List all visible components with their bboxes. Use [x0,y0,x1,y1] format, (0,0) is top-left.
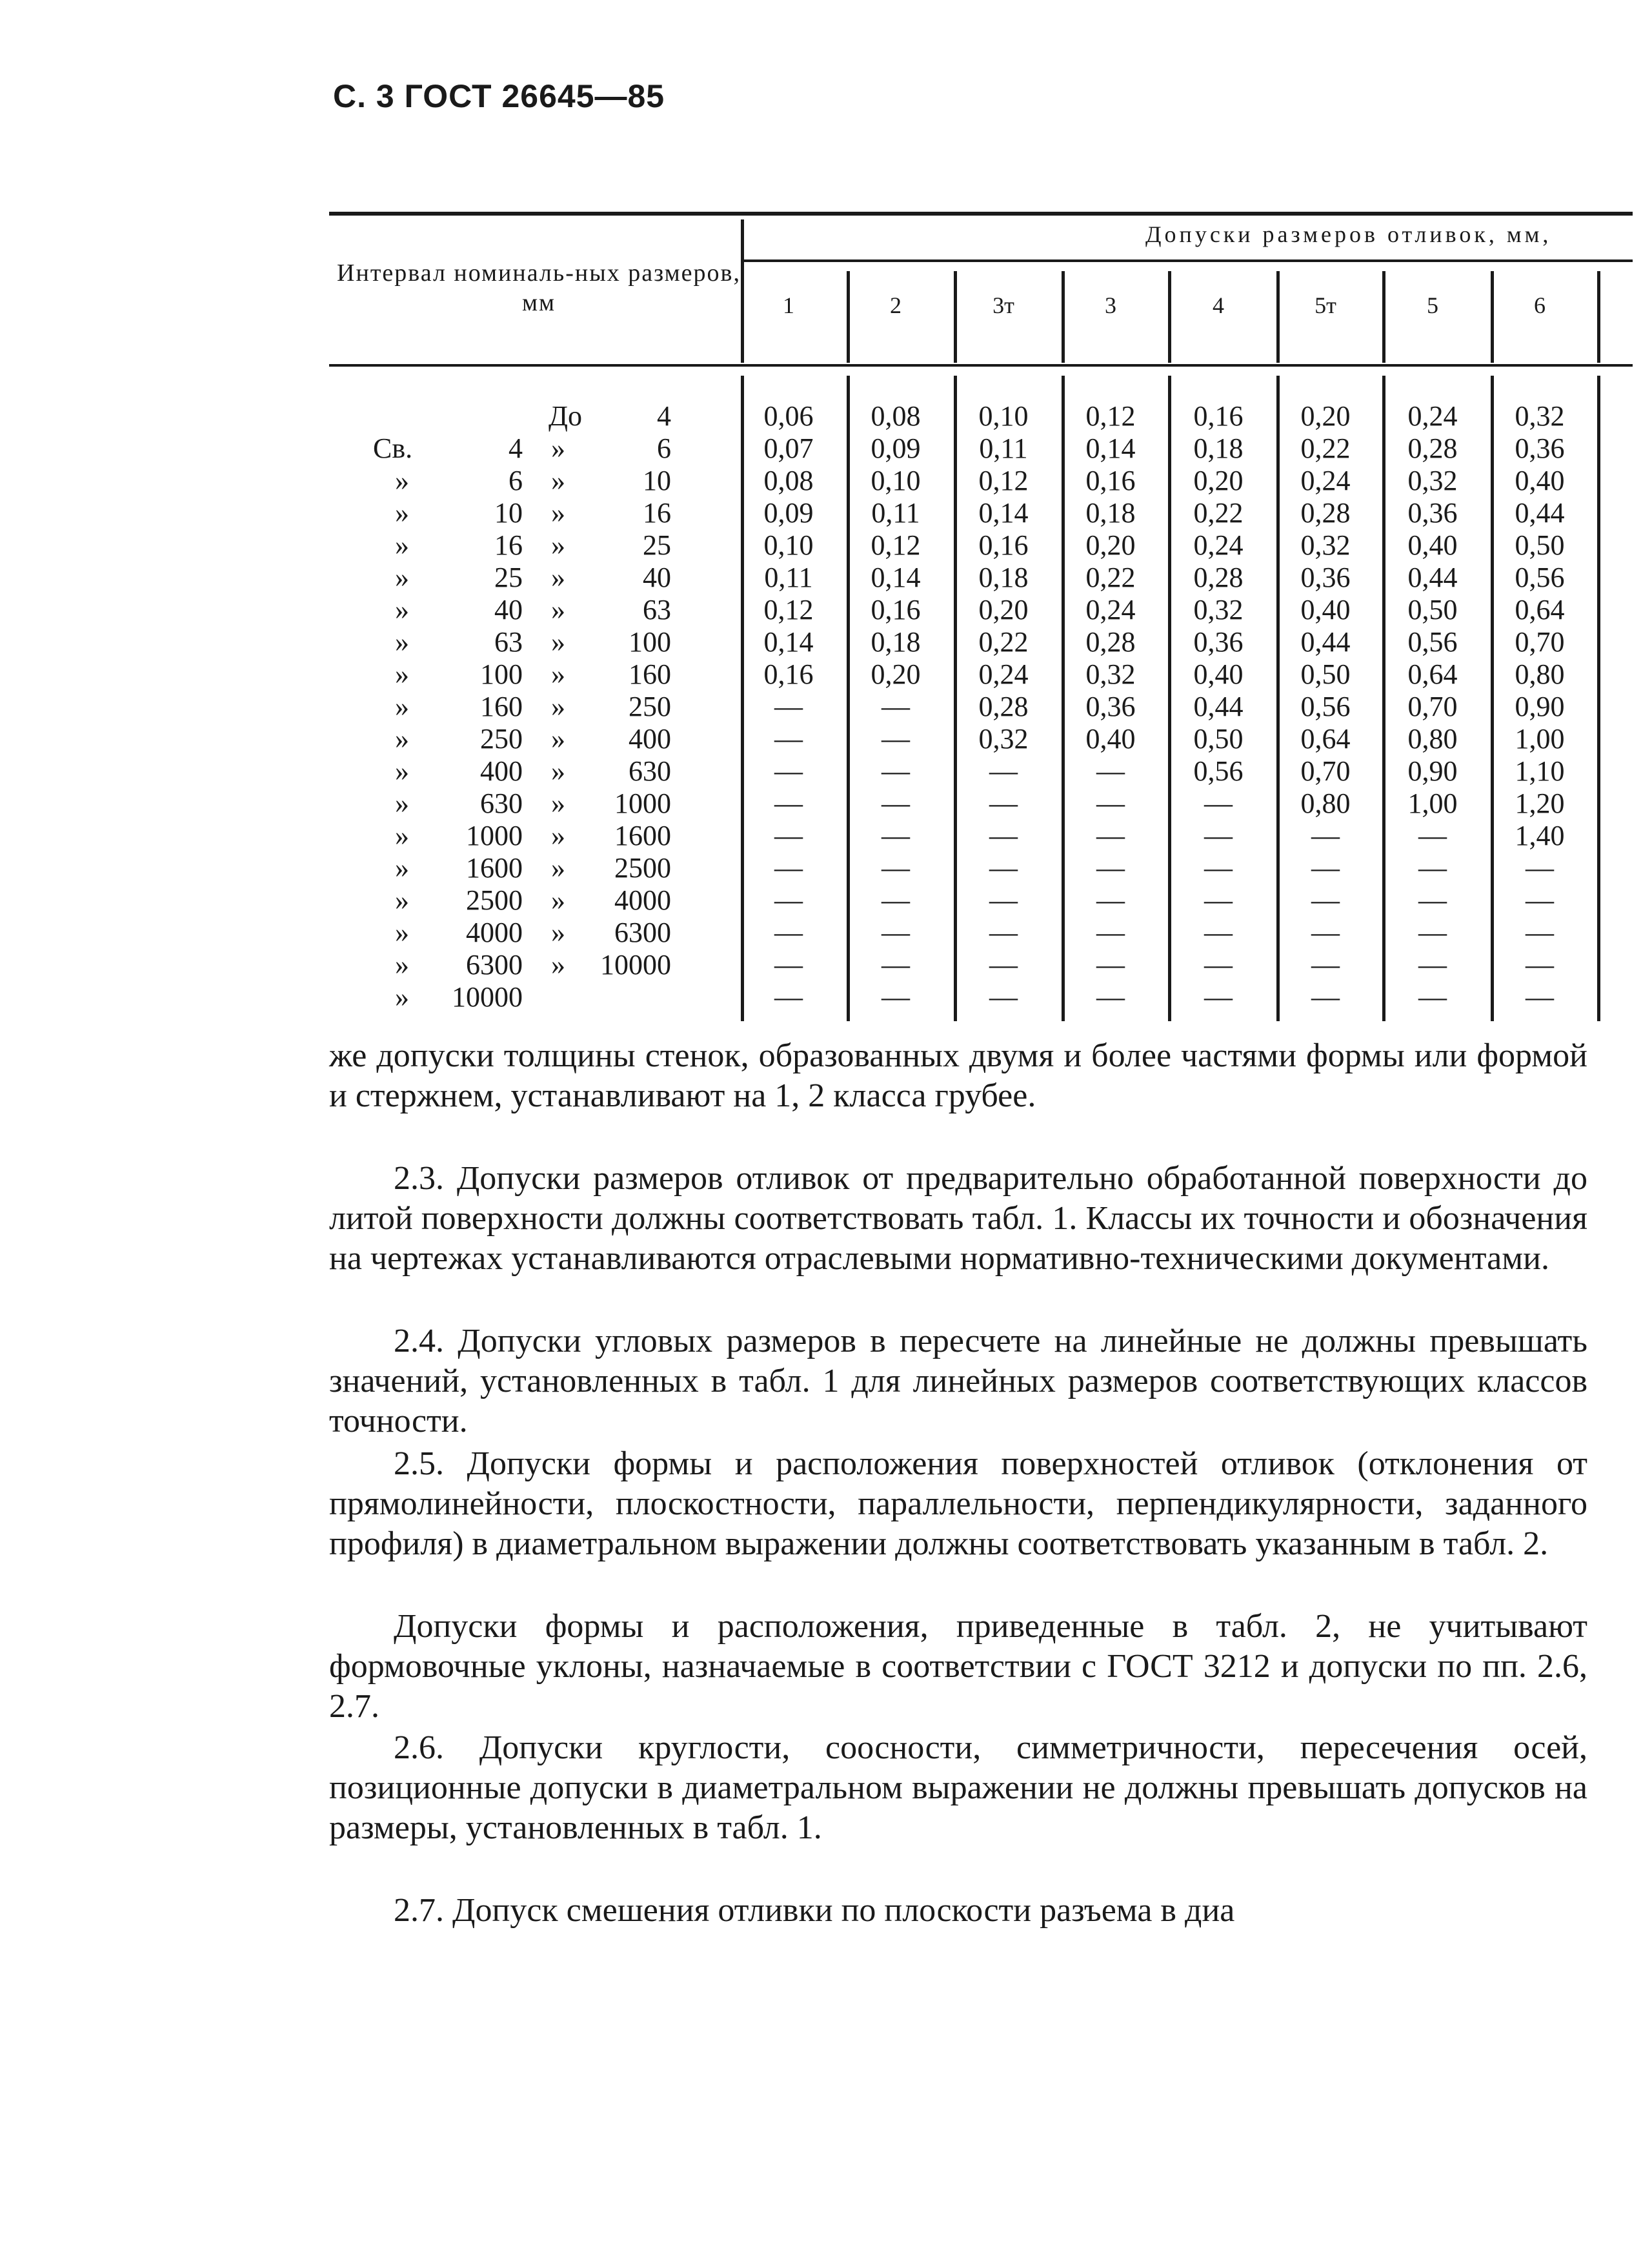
tolerance-value: 0,14 [1085,432,1136,464]
range-to: 6 [657,432,671,464]
range-to: 63 [643,594,671,625]
range-prefix: » [395,691,409,722]
empty-cell: — [1311,852,1340,884]
body-column-separator [1597,376,1600,1021]
column-header: 5т [1315,292,1336,318]
tolerance-value: 0,11 [871,497,920,529]
tolerance-value: 0,16 [1193,400,1244,432]
empty-cell: — [1204,949,1233,981]
empty-cell: — [989,820,1018,851]
tolerance-value: 0,11 [764,562,813,593]
tolerance-value: 0,80 [1300,788,1351,819]
range-prefix: » [395,529,409,561]
range-to: 10 [643,465,671,496]
empty-cell: — [881,852,910,884]
empty-cell: — [774,723,803,755]
tolerance-value: 1,20 [1515,788,1565,819]
table-top-rule [329,212,1633,216]
empty-cell: — [774,917,803,948]
range-prefix: » [395,658,409,690]
tolerance-value: 0,50 [1193,723,1244,755]
empty-cell: — [881,949,910,981]
tolerance-value: 1,10 [1515,755,1565,787]
range-prefix: » [395,626,409,658]
paragraph-continuation: же допуски толщины стенок, образованных двумя и более частями формы или формой и стержнем, устанавливают на 1, 2 класса грубее. [329,1037,1587,1114]
empty-cell: — [1418,949,1447,981]
empty-cell: — [1526,917,1554,948]
range-to-prefix: » [551,465,565,496]
range-to: 160 [629,658,671,690]
range-from: 630 [480,788,523,819]
paragraph-2-7: 2.7. Допуск смешения отливки по плоскости разъема в диа [394,1892,1235,1929]
header-column-separator [1168,271,1171,363]
tolerance-value: 0,14 [871,562,921,593]
tolerance-value: 0,36 [1407,497,1458,529]
range-from: 63 [494,626,523,658]
range-to-prefix: » [551,497,565,529]
range-to: 630 [629,755,671,787]
page-header: С. 3 ГОСТ 26645—85 [333,78,665,114]
tolerance-value: 0,12 [763,594,814,625]
tolerance-value: 0,40 [1085,723,1136,755]
tolerance-value: 0,20 [978,594,1029,625]
range-to-prefix: » [551,658,565,690]
empty-cell: — [1418,981,1447,1013]
range-to: 16 [643,497,671,529]
tolerance-value: 0,40 [1407,529,1458,561]
empty-cell: — [1096,949,1125,981]
tolerance-value: 0,20 [1085,529,1136,561]
tolerance-value: 0,36 [1085,691,1136,722]
tolerance-value: 0,22 [1193,497,1244,529]
tolerance-value: 0,28 [1085,626,1136,658]
empty-cell: — [1526,852,1554,884]
tolerance-value: 0,18 [1193,432,1244,464]
empty-cell: — [989,981,1018,1013]
range-from: 1600 [466,852,523,884]
tolerance-value: 0,80 [1515,658,1565,690]
range-from: 4000 [466,917,523,948]
empty-cell: — [1204,884,1233,916]
column-header: 2 [890,292,902,318]
empty-cell: — [881,788,910,819]
tolerance-value: 0,06 [763,400,814,432]
tolerance-value: 0,12 [871,529,921,561]
paragraph-2-6: 2.6. Допуски круглости, соосности, симметричности, пересечения осей, позиционные допуски в диаметральном выражении не должны превышать допусков на размеры, установленных в табл. 1. [329,1729,1587,1846]
empty-cell: — [1096,917,1125,948]
empty-cell: — [881,691,910,722]
range-from: 250 [480,723,523,755]
tolerance-value: 0,28 [1193,562,1244,593]
range-to: 10000 [600,949,671,981]
range-to-prefix: » [551,723,565,755]
range-from: 160 [480,691,523,722]
tolerance-value: 0,90 [1407,755,1458,787]
empty-cell: — [1096,852,1125,884]
empty-cell: — [1096,820,1125,851]
range-to-prefix: » [551,691,565,722]
tolerance-value: 0,08 [763,465,814,496]
tolerance-value: 0,09 [763,497,814,529]
tolerance-value: 0,22 [1085,562,1136,593]
tolerance-value: 0,20 [1300,400,1351,432]
range-from: 6300 [466,949,523,981]
header-column-separator [1491,271,1494,363]
column-header: 4 [1213,292,1224,318]
tolerance-value: 0,07 [763,432,814,464]
empty-cell: — [1418,852,1447,884]
empty-cell: — [1418,820,1447,851]
range-from: 400 [480,755,523,787]
empty-cell: — [881,884,910,916]
header-column-separator [1062,271,1065,363]
column-header: 5 [1427,292,1438,318]
tolerance-value: 0,50 [1407,594,1458,625]
header-column-separator [1597,271,1600,363]
column-header: 6 [1534,292,1546,318]
tolerance-value: 0,44 [1407,562,1458,593]
range-prefix: » [395,594,409,625]
tolerance-value: 0,24 [1300,465,1351,496]
header-column-separator [1382,271,1385,363]
range-to-prefix: » [551,432,565,464]
range-to: 2500 [614,852,671,884]
empty-cell: — [989,917,1018,948]
tolerance-value: 0,44 [1300,626,1351,658]
range-to: 6300 [614,917,671,948]
range-to-prefix: » [551,529,565,561]
range-to-prefix: » [551,755,565,787]
tolerance-value: 0,32 [978,723,1029,755]
range-prefix: » [395,949,409,981]
tolerance-value: 0,50 [1300,658,1351,690]
empty-cell: — [774,949,803,981]
tolerance-value: 0,18 [978,562,1029,593]
header-column-separator [847,271,850,363]
empty-cell: — [774,691,803,722]
tolerance-value: 0,56 [1300,691,1351,722]
tolerance-value: 0,12 [978,465,1029,496]
range-to-prefix: » [551,788,565,819]
tolerance-value: 0,40 [1300,594,1351,625]
tolerance-value: 0,20 [1193,465,1244,496]
paragraph-2-5: 2.5. Допуски формы и расположения поверхностей отливок (отклонения от прямолинейности, плоскостности, параллельности, перпендикулярности, заданного профиля) в диаметральном выражении должны соответствовать указанным в табл. 2. [329,1445,1587,1562]
tolerance-value: 0,28 [1407,432,1458,464]
tolerance-value: 0,44 [1193,691,1244,722]
tolerance-value: 0,08 [871,400,921,432]
tolerance-value: 0,32 [1085,658,1136,690]
tolerance-value: 0,28 [1300,497,1351,529]
empty-cell: — [881,981,910,1013]
range-to-prefix: » [551,852,565,884]
range-from: 16 [494,529,523,561]
range-to-prefix: До [549,400,583,432]
tolerance-value: 0,36 [1300,562,1351,593]
tolerance-value: 0,18 [871,626,921,658]
empty-cell: — [774,820,803,851]
tolerance-value: 0,24 [1407,400,1458,432]
empty-cell: — [1311,917,1340,948]
tolerance-value: 0,24 [1193,529,1244,561]
range-prefix: » [395,465,409,496]
empty-cell: — [881,820,910,851]
tolerance-value: 0,64 [1300,723,1351,755]
range-to: 100 [629,626,671,658]
range-from: 40 [494,594,523,625]
empty-cell: — [774,981,803,1013]
empty-cell: — [1204,788,1233,819]
empty-cell: — [1096,788,1125,819]
empty-cell: — [1311,949,1340,981]
range-prefix: » [395,917,409,948]
empty-cell: — [1418,884,1447,916]
tolerance-value: 0,20 [871,658,921,690]
header-bottom-rule [329,364,1633,367]
header-column-separator [741,219,744,363]
empty-cell: — [1204,820,1233,851]
tolerance-value: 0,18 [1085,497,1136,529]
tolerance-value: 0,22 [978,626,1029,658]
range-from: 4 [509,432,523,464]
column-header: 3т [992,292,1014,318]
empty-cell: — [989,755,1018,787]
empty-cell: — [1311,981,1340,1013]
range-prefix: » [395,820,409,851]
tolerance-value: 0,56 [1193,755,1244,787]
tolerance-value: 0,40 [1193,658,1244,690]
tolerance-value: 0,10 [763,529,814,561]
range-from: 25 [494,562,523,593]
tolerance-value: 0,80 [1407,723,1458,755]
tolerance-value: 0,32 [1193,594,1244,625]
range-prefix: » [395,981,409,1013]
tolerance-value: 0,56 [1515,562,1565,593]
empty-cell: — [1096,755,1125,787]
range-to: 40 [643,562,671,593]
range-prefix: » [395,497,409,529]
tolerance-value: 0,16 [1085,465,1136,496]
empty-cell: — [881,723,910,755]
empty-cell: — [774,852,803,884]
tolerance-value: 1,40 [1515,820,1565,851]
tolerance-value: 0,16 [978,529,1029,561]
tolerance-value: 1,00 [1407,788,1458,819]
tolerance-value: 0,32 [1515,400,1565,432]
header-column-separator [1276,271,1280,363]
range-from: 2500 [466,884,523,916]
header-column-separator [954,271,957,363]
tolerance-value: 0,28 [978,691,1029,722]
empty-cell: — [1526,884,1554,916]
tolerance-value: 0,10 [871,465,921,496]
tolerance-value: 0,90 [1515,691,1565,722]
range-to-prefix: » [551,917,565,948]
range-prefix: » [395,723,409,755]
range-to: 4000 [614,884,671,916]
column-header: 3 [1105,292,1116,318]
empty-cell: — [774,788,803,819]
range-to-prefix: » [551,626,565,658]
tolerance-value: 0,70 [1407,691,1458,722]
tolerance-value: 0,36 [1515,432,1565,464]
interval-header: Интервал номиналь-ных размеров, мм [337,259,741,316]
range-prefix: » [395,852,409,884]
empty-cell: — [1096,884,1125,916]
tolerance-value: 0,16 [763,658,814,690]
tolerance-value: 0,14 [978,497,1029,529]
paragraph-2-4: 2.4. Допуски угловых размеров в пересчете на линейные не должны превышать значений, установленных в табл. 1 для линейных размеров соответствующих классов точности. [329,1323,1587,1439]
empty-cell: — [1096,981,1125,1013]
range-prefix: » [395,884,409,916]
empty-cell: — [1526,981,1554,1013]
empty-cell: — [774,884,803,916]
paragraph-2-3: 2.3. Допуски размеров отливок от предварительно обработанной поверхности до литой поверхности должны соответствовать табл. 1. Классы их точности и обозначения на чертежах устанавливаются отраслевыми нормативно-техническими документами. [329,1160,1587,1277]
range-to: 1600 [614,820,671,851]
tolerance-value: 0,12 [1085,400,1136,432]
tolerance-value: 0,50 [1515,529,1565,561]
tolerance-value: 0,16 [871,594,921,625]
empty-cell: — [989,788,1018,819]
tolerance-value: 1,00 [1515,723,1565,755]
empty-cell: — [1204,852,1233,884]
tolerance-value: 0,64 [1515,594,1565,625]
empty-cell: — [1204,917,1233,948]
empty-cell: — [989,852,1018,884]
empty-cell: — [881,917,910,948]
tolerance-value: 0,22 [1300,432,1351,464]
tolerance-value: 0,44 [1515,497,1565,529]
tolerance-value: 0,10 [978,400,1029,432]
range-from: 10 [494,497,523,529]
empty-cell: — [881,755,910,787]
tolerance-value: 0,14 [763,626,814,658]
range-from: 1000 [466,820,523,851]
range-to: 1000 [614,788,671,819]
empty-cell: — [1418,917,1447,948]
range-prefix: » [395,755,409,787]
range-from: 10000 [452,981,523,1013]
range-prefix: » [395,562,409,593]
tolerance-value: 0,36 [1193,626,1244,658]
empty-cell: — [1204,981,1233,1013]
tolerance-value: 0,64 [1407,658,1458,690]
range-to-prefix: » [551,884,565,916]
tolerance-value: 0,32 [1300,529,1351,561]
range-to: 4 [657,400,671,432]
range-to-prefix: » [551,949,565,981]
empty-cell: — [989,884,1018,916]
range-to-prefix: » [551,594,565,625]
tolerance-value: 0,70 [1515,626,1565,658]
empty-cell: — [1311,820,1340,851]
range-from: 100 [480,658,523,690]
range-to-prefix: » [551,562,565,593]
paragraph-2-5-note: Допуски формы и расположения, приведенные в табл. 2, не учитывают формовочные уклоны, назначаемые в соответствии с ГОСТ 3212 и допуски по пп. 2.6, 2.7. [329,1608,1587,1725]
empty-cell: — [774,755,803,787]
tolerance-value: 0,40 [1515,465,1565,496]
empty-cell: — [1311,884,1340,916]
range-prefix: » [395,788,409,819]
tolerance-value: 0,70 [1300,755,1351,787]
range-to: 250 [629,691,671,722]
empty-cell: — [989,949,1018,981]
range-to: 400 [629,723,671,755]
tolerance-value: 0,11 [979,432,1028,464]
range-prefix: Св. [373,432,413,464]
range-from: 6 [509,465,523,496]
tolerance-value: 0,32 [1407,465,1458,496]
column-header: 1 [783,292,794,318]
tolerance-value: 0,09 [871,432,921,464]
header-sub-rule [742,259,1633,262]
tolerance-group-header: Допуски размеров отливок, мм, [1145,221,1552,247]
empty-cell: — [1526,949,1554,981]
tolerance-value: 0,24 [1085,594,1136,625]
range-to-prefix: » [551,820,565,851]
tolerance-value: 0,24 [978,658,1029,690]
tolerance-value: 0,56 [1407,626,1458,658]
range-to: 25 [643,529,671,561]
